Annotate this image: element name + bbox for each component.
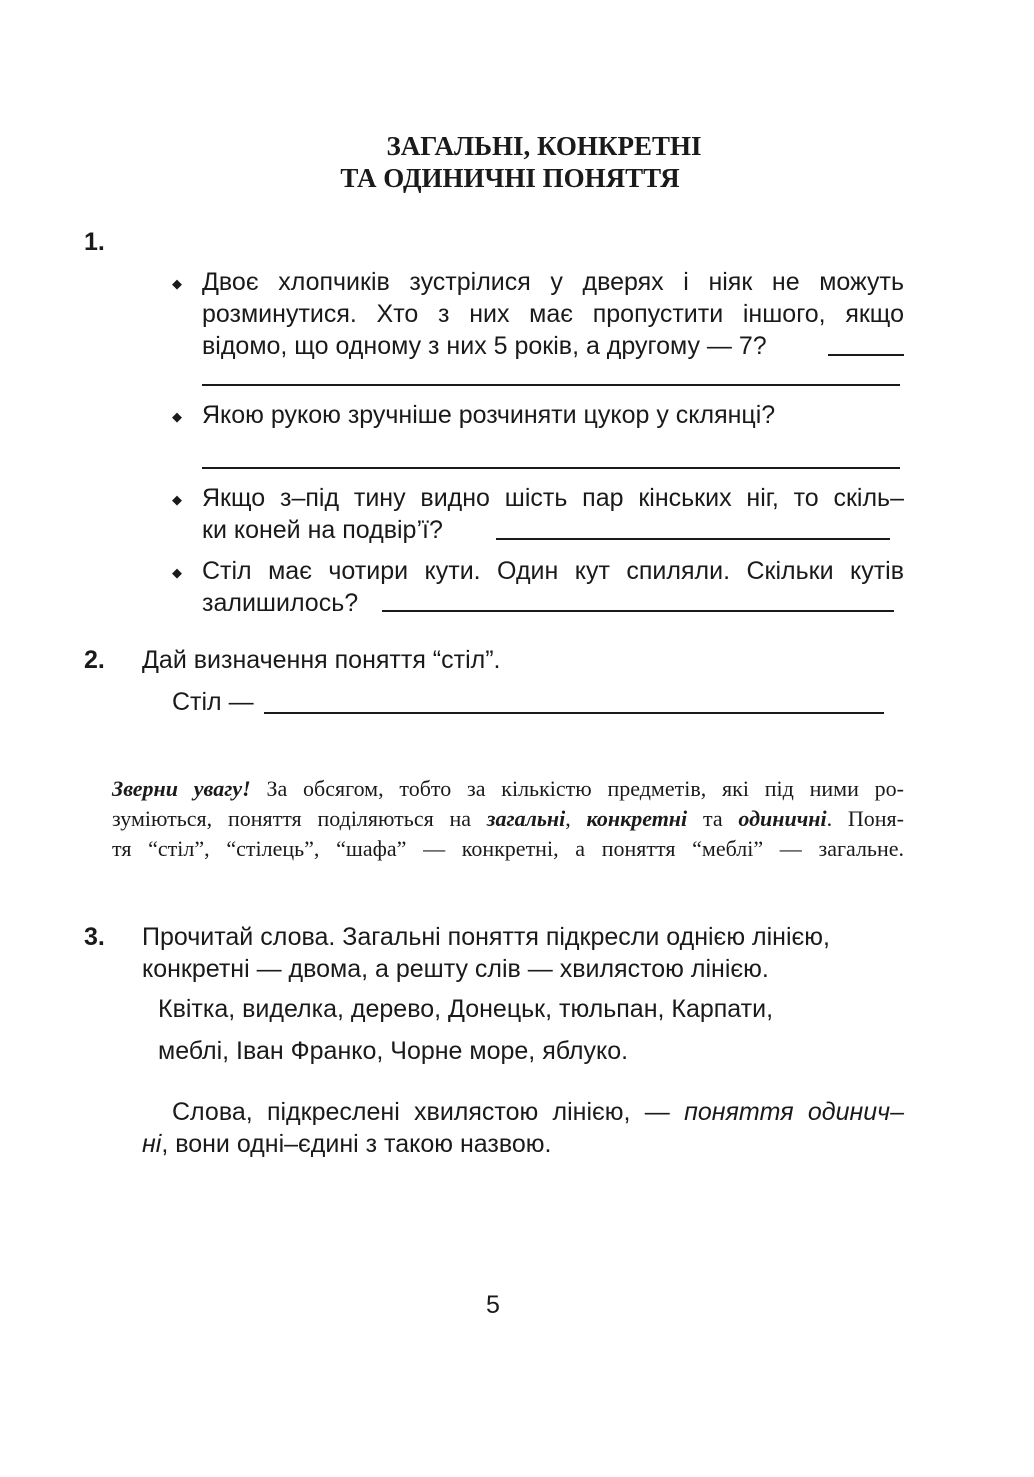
answer-line[interactable] [202, 384, 900, 386]
task-2-number: 2. [84, 646, 105, 674]
task-3-words-line-1: Квітка, виделка, дерево, Донецьк, тюльпан, Карпати, [158, 995, 774, 1023]
note-line: тя “стіл”, “стілець”, “шафа” — конкретні, а поняття “меблі” — загальне. [112, 836, 904, 861]
task-3-instruction-line-1: Прочитай слова. Загальні поняття підкресли однією лінією, [142, 923, 830, 951]
question-line: ки коней на подвір’ї? [202, 516, 443, 544]
answer-line[interactable] [202, 467, 900, 469]
task-1-number: 1. [84, 228, 105, 256]
term-general: загальні [486, 806, 566, 831]
note-line: зуміються, поняття поділяються на загальні, конкретні та одиничні. Поня- [112, 806, 905, 831]
bullet-icon: ◆ [172, 410, 182, 425]
bullet-icon: ◆ [172, 566, 182, 581]
question-line: відомо, що одному з них 5 років, а другому — 7? [202, 332, 767, 360]
question-line: розминутися. Хто з них має пропустити іншого, якщо [202, 300, 904, 328]
task-3-words-line-2: меблі, Іван Франко, Чорне море, яблуко. [158, 1037, 629, 1065]
note-lead: Зверни увагу! [112, 776, 251, 801]
bullet-icon: ◆ [172, 493, 182, 508]
question-line: Якщо з–під тину видно шість пар кінських ніг, то скіль– [202, 484, 904, 512]
task-1-question-3 [202, 482, 904, 546]
bullet-icon: ◆ [172, 277, 182, 292]
task-3-conclusion [142, 1096, 904, 1160]
page-number: 5 [486, 1291, 500, 1319]
task-1-question-2: Якою рукою зручніше розчиняти цукор у склянці? [202, 401, 776, 429]
title-line-1: ЗАГАЛЬНІ, КОНКРЕТНІ [386, 131, 702, 161]
answer-line[interactable] [264, 712, 884, 714]
attention-note [112, 774, 904, 864]
answer-line[interactable] [828, 354, 904, 356]
term-singular-concepts: поняття одинич– [684, 1098, 904, 1126]
task-3-number: 3. [84, 923, 105, 951]
conclusion-line: Слова, підкреслені хвилястою лінією, — поняття одинич– [172, 1098, 904, 1126]
title-line-2: ТА ОДИНИЧНІ ПОНЯТТЯ [340, 163, 680, 193]
term-singular: одиничні [738, 806, 827, 831]
task-1-question-1 [202, 266, 904, 362]
question-line: Двоє хлопчиків зустрілися у дверях і ніяк не можуть [202, 268, 904, 296]
question-line: Стіл має чотири кути. Один кут спиляли. Скільки кутів [202, 557, 904, 585]
conclusion-line: ні, вони одні–єдині з такою назвою. [142, 1130, 552, 1158]
note-line: Зверни увагу! За обсягом, тобто за кількістю предметів, які під ними ро- [112, 776, 904, 801]
task-2-prompt: Дай визначення поняття “стіл”. [142, 646, 501, 674]
task-2-answer-label: Стіл — [172, 688, 254, 716]
answer-line[interactable] [382, 610, 894, 612]
term-concrete: конкретні [586, 806, 688, 831]
page-title [300, 130, 720, 194]
question-line: залишилось? [202, 589, 359, 617]
task-3-instruction-line-2: конкретні — двома, а решту слів — хвилястою лінією. [142, 955, 769, 983]
answer-line[interactable] [496, 538, 890, 540]
